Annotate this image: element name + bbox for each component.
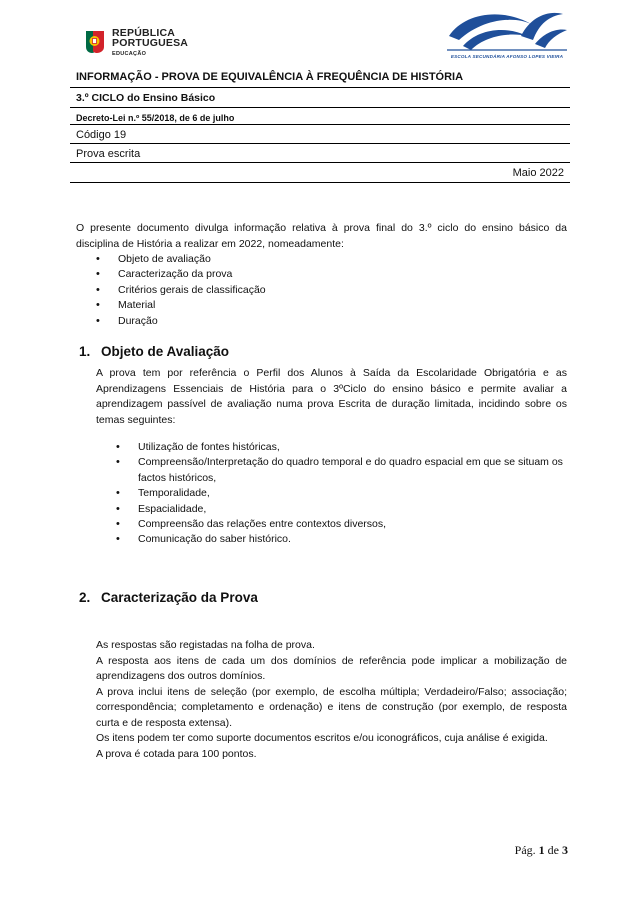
section-1-title: Objeto de Avaliação (101, 344, 230, 359)
intro-list (96, 252, 556, 329)
section-2-line: A resposta aos itens de cada um dos domínios de referência pode implicar a mobilização de aprendizagens dos outros domínios. (96, 654, 567, 682)
list-item: • Espacialidade, (116, 502, 567, 517)
test-type-label: Prova escrita (76, 148, 141, 160)
section-1-number: 1. (79, 344, 91, 359)
section-2-line: A prova inclui itens de seleção (por exemplo, de escolha múltipla; Verdadeiro/Falso; associação; correspondência; completamento e ordenação) e itens de construção (por exemplo, de resposta curta e de resposta extensa). (96, 685, 567, 729)
header-table (70, 67, 570, 183)
list-item: • Caracterização da prova (96, 267, 556, 282)
list-item: • Objeto de avaliação (96, 252, 556, 267)
header-date-row (70, 163, 570, 183)
portugal-emblem-icon (84, 29, 106, 55)
gov-logo-line2: PORTUGUESA (112, 37, 189, 49)
section-2-line: A prova é cotada para 100 pontos. (96, 747, 257, 760)
list-item: • Compreensão/Interpretação do quadro temporal e do quadro espacial em que se situam os factos históricos, (116, 455, 567, 486)
section-2-title: Caracterização da Prova (101, 590, 258, 605)
page-label: Pág. (514, 843, 536, 857)
list-item: • Comunicação do saber histórico. (116, 532, 567, 547)
header-test-type-row (70, 144, 570, 163)
list-item: • Material (96, 298, 556, 313)
header-cycle-row (70, 88, 570, 108)
gov-logo-line1: REPÚBLICA (112, 27, 176, 39)
republica-portuguesa-logo (84, 28, 204, 62)
page-total: 3 (562, 843, 568, 857)
code-label: Código 19 (76, 129, 127, 141)
list-item: • Compreensão das relações entre contextos diversos, (116, 517, 567, 532)
header-code-row (70, 125, 570, 144)
intro-paragraph: O presente documento divulga informação relativa à prova final do 3.º ciclo do ensino básico da disciplina de História a realizar em 2022, nomeadamente: (76, 222, 567, 250)
section-2-number: 2. (79, 590, 91, 605)
section-2-body (96, 638, 567, 762)
section-1-list (116, 440, 567, 548)
section-2-line: As respostas são registadas na folha de prova. (96, 639, 315, 651)
list-item: • Utilização de fontes históricas, (116, 440, 567, 455)
page-current: 1 (538, 843, 545, 857)
school-logo (445, 6, 569, 62)
document-title: INFORMAÇÃO - PROVA DE EQUIVALÊNCIA À FREQUÊNCIA DE HISTÓRIA (76, 71, 464, 83)
gov-logo-sub: EDUCAÇÃO (112, 51, 147, 57)
section-1-heading (79, 344, 229, 359)
page-of: de (547, 843, 559, 857)
list-item: • Temporalidade, (116, 486, 567, 501)
list-item: • Duração (96, 314, 556, 329)
header-decree-row (70, 108, 570, 125)
date-label: Maio 2022 (512, 167, 564, 179)
school-wave-icon (445, 6, 569, 54)
section-1-paragraph: A prova tem por referência o Perfil dos Alunos à Saída da Escolaridade Obrigatória e as Aprendizagens Essenciais de História para o 3ºCiclo do ensino básico e permite avaliar a aprendizagem passível de avaliação numa prova Escrita de duração limitada, incidindo sobre os temas seguintes: (96, 367, 567, 426)
school-logo-text: ESCOLA SECUNDÁRIA AFONSO LOPES VIEIRA (450, 54, 564, 59)
header-title-row (70, 67, 570, 88)
decree-label: Decreto-Lei n.º 55/2018, de 6 de julho (76, 113, 235, 123)
section-2-heading (79, 590, 258, 605)
cycle-label: 3.º CICLO do Ensino Básico (76, 92, 216, 104)
list-item: • Critérios gerais de classificação (96, 283, 556, 298)
page-number (515, 843, 568, 858)
section-2-line: Os itens podem ter como suporte documentos escritos e/ou iconográficos, cuja análise é exigida. (96, 732, 548, 744)
